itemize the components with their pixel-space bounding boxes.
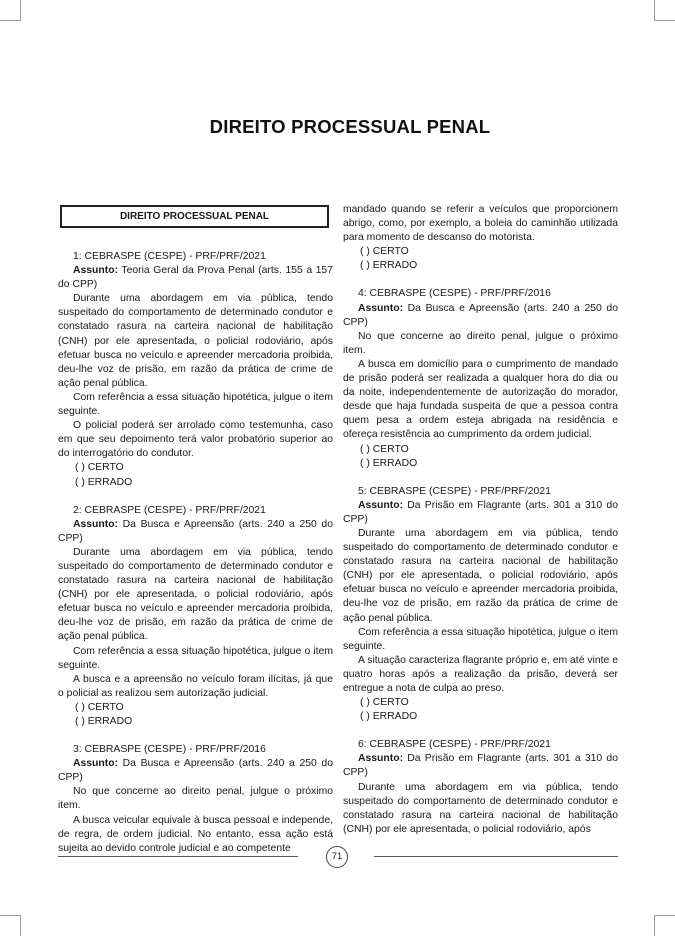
question-4-option-errado[interactable]: ( ) ERRADO (360, 457, 418, 469)
crop-mark-bottom-left-v (20, 915, 21, 936)
question-5-option-certo[interactable]: ( ) CERTO (360, 697, 409, 709)
question-6-subject (343, 752, 618, 780)
crop-mark-top-right-v (654, 0, 655, 21)
question-2-header: 2: CEBRASPE (CESPE) - PRF/PRF/2021 (73, 504, 266, 516)
question-5-option-errado[interactable]: ( ) ERRADO (360, 711, 418, 723)
question-3-statement: A busca veicular equivale à busca pessoal e independe, de regra, de ordem judicial. No entanto, essa ação está sujeita ao devido controle judicial e ao competente (58, 814, 333, 854)
question-5-subject (343, 499, 618, 527)
left-column (58, 203, 333, 856)
subject-label: Assunto: (73, 265, 119, 277)
question-4-instruction: No que concerne ao direito penal, julgue o próximo item. (343, 330, 618, 356)
crop-mark-bottom-right (654, 915, 675, 916)
subject-text: Da Prisão em Flagrante (arts. 301 a 310 do CPP) (343, 499, 618, 525)
question-5-statement: A situação caracteriza flagrante próprio e, em até vinte e quatro horas após a realização da prisão, deverá ser entregue a nota de culpa ao preso. (343, 654, 618, 694)
question-1-option-errado[interactable]: ( ) ERRADO (75, 476, 133, 488)
question-1-header: 1: CEBRASPE (CESPE) - PRF/PRF/2021 (73, 251, 266, 262)
footer-rule-left (58, 856, 298, 857)
subject-label: Assunto: (73, 518, 119, 530)
subject-label: Assunto: (73, 758, 119, 770)
question-2-instruction: Com referência a essa situação hipotética, julgue o item seguinte. (58, 645, 333, 671)
subject-label: Assunto: (358, 499, 404, 511)
crop-mark-top-right (654, 20, 675, 21)
subject-text: Da Busca e Apreensão (arts. 240 a 250 do CPP) (343, 302, 618, 328)
question-6-header: 6: CEBRASPE (CESPE) - PRF/PRF/2021 (358, 739, 551, 751)
question-3-header: 3: CEBRASPE (CESPE) - PRF/PRF/2016 (73, 744, 266, 756)
crop-mark-bottom-right-v (654, 915, 655, 936)
question-3-option-errado[interactable]: ( ) ERRADO (360, 260, 418, 272)
question-1-subject (58, 264, 333, 292)
question-4-option-certo[interactable]: ( ) CERTO (360, 443, 409, 455)
question-2-subject (58, 518, 333, 546)
question-4-subject (343, 302, 618, 330)
question-2-scenario: Durante uma abordagem em via pública, tendo suspeitado do comportamento de determinado condutor e constatado rasura na carteira nacional de habilitação (CNH) por ele apresentada, o policial rodoviário, após efetuar busca no veículo e apreender mercadoria proibida, deu-lhe voz de prisão, em razão da prática de crime de ação penal pública. (58, 546, 333, 643)
page-title: DIREITO PROCESSUAL PENAL (209, 116, 491, 137)
subject-label: Assunto: (358, 753, 404, 765)
subject-text: Da Busca e Apreensão (arts. 240 a 250 do CPP) (58, 518, 333, 544)
subject-text: Da Prisão em Flagrante (arts. 301 a 310 do CPP) (343, 753, 618, 779)
question-5-instruction: Com referência a essa situação hipotética, julgue o item seguinte. (343, 626, 618, 652)
crop-mark-top-left (0, 20, 21, 21)
crop-mark-bottom-left (0, 915, 21, 916)
question-3-subject (58, 757, 333, 785)
question-5-scenario: Durante uma abordagem em via pública, tendo suspeitado do comportamento de determinado condutor e constatado rasura na carteira nacional de habilitação (CNH) por ele apresentada, o policial rodoviário, após efetuar busca no veículo e apreender mercadoria proibida, deu-lhe voz de prisão, em razão da prática de crime de ação penal pública. (343, 527, 618, 624)
question-1-option-certo[interactable]: ( ) CERTO (75, 462, 124, 474)
subject-text: Teoria Geral da Prova Penal (arts. 155 a 157 do CPP) (58, 265, 333, 291)
section-label: DIREITO PROCESSUAL PENAL (60, 205, 329, 228)
question-1-statement: O policial poderá ser arrolado como testemunha, caso em que seu depoimento terá valor probatório superior ao do interrogatório do condutor. (58, 420, 333, 460)
question-2-statement: A busca e a apreensão no veículo foram ilícitas, já que o policial as realizou sem autorização judicial. (58, 673, 333, 699)
question-3-instruction: No que concerne ao direito penal, julgue o próximo item. (58, 786, 333, 812)
question-1-instruction: Com referência a essa situação hipotética, julgue o item seguinte. (58, 391, 333, 418)
question-3-option-certo[interactable]: ( ) CERTO (360, 246, 409, 258)
right-column (343, 203, 618, 837)
question-1-scenario: Durante uma abordagem em via pública, tendo suspeitado do comportamento de determinado condutor e constatado rasura na carteira nacional de habilitação (CNH) por ele apresentada, o policial rodoviário, após efetuar busca no veículo e apreender mercadoria proibida, deu-lhe voz de prisão, em razão da prática de crime de ação penal pública. (58, 293, 333, 389)
subject-label: Assunto: (358, 302, 404, 314)
question-3-statement-continued: mandado quando se referir a veículos que proporcionem abrigo, como, por exemplo, a boleia do caminhão utilizada para momento de descanso do motorista. (343, 204, 618, 244)
question-4-header: 4: CEBRASPE (CESPE) - PRF/PRF/2016 (358, 288, 551, 300)
subject-text: Da Busca e Apreensão (arts. 240 a 250 do CPP) (58, 758, 333, 784)
question-2-option-errado[interactable]: ( ) ERRADO (75, 716, 133, 727)
page-number: 71 (326, 846, 348, 868)
question-2-option-certo[interactable]: ( ) CERTO (75, 701, 124, 713)
footer-rule-right (374, 856, 618, 857)
question-6-scenario: Durante uma abordagem em via pública, tendo suspeitado do comportamento de determinado condutor e constatado rasura na carteira nacional de habilitação (CNH) por ele apresentada, o policial rodoviário, após (343, 781, 618, 835)
crop-mark-top-left-v (20, 0, 21, 21)
question-5-header: 5: CEBRASPE (CESPE) - PRF/PRF/2021 (358, 485, 551, 497)
question-4-statement: A busca em domicílio para o cumprimento de mandado de prisão poderá ser realizada a qualquer hora do dia ou da noite, independentemente de autorização do morador, desde que haja fundada suspeita de que a pessoa contra quem pesa a ordem esteja abrigada na residência e ofereça resistência ao cumprimento da ordem judicial. (343, 358, 618, 441)
